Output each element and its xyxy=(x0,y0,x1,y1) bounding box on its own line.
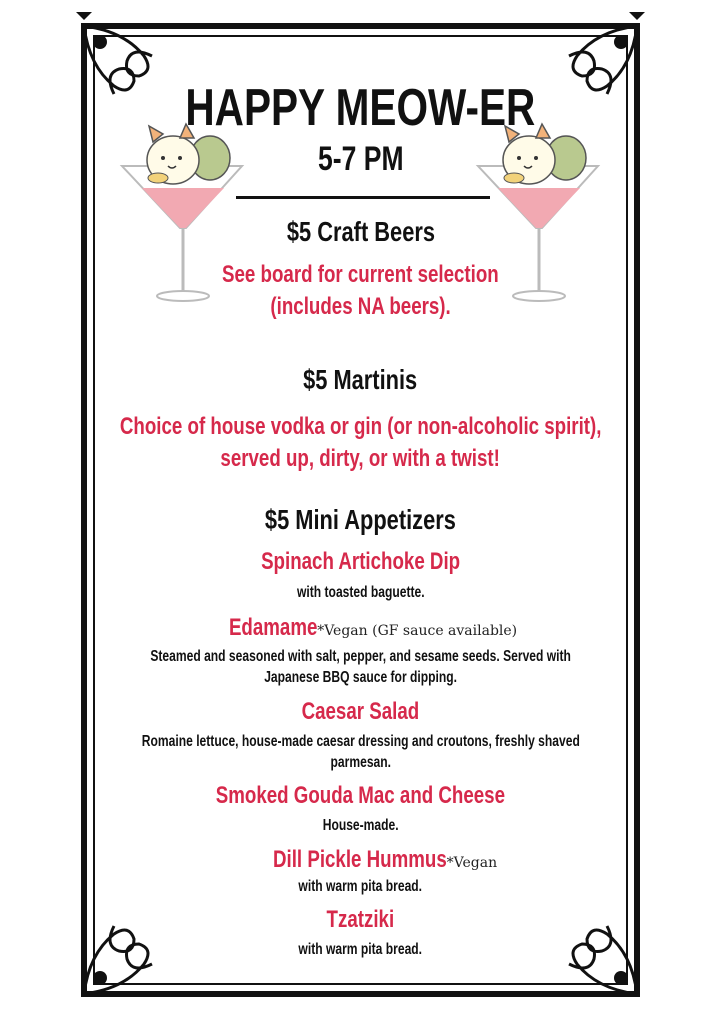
appetizer-desc: Romaine lettuce, house-made caesar dressing and croutons, freshly shaved xyxy=(141,733,580,750)
section-line: (includes NA beers). xyxy=(270,293,451,320)
appetizer-name: Edamame xyxy=(228,614,318,641)
appetizer-desc: with warm pita bread. xyxy=(298,941,423,958)
hours: 5-7 PM xyxy=(317,140,404,178)
appetizer-desc: with warm pita bread. xyxy=(298,878,423,895)
section-line: See board for current selection xyxy=(222,261,499,288)
appetizer-note: *Vegan xyxy=(446,855,498,871)
appetizer-name: Spinach Artichoke Dip xyxy=(260,548,461,575)
appetizer-name: Tzatziki xyxy=(326,906,395,933)
menu-title: HAPPY MEOW-ER xyxy=(185,79,536,137)
section-heading-beers: $5 Craft Beers xyxy=(286,216,435,247)
appetizer-name: Caesar Salad xyxy=(301,698,420,725)
section-line: Choice of house vodka or gin (or non-alcoholic spirit), xyxy=(119,413,602,440)
appetizer-desc: Steamed and seasoned with salt, pepper, and sesame seeds. Served with xyxy=(150,648,571,665)
title-divider xyxy=(236,196,490,199)
appetizer-desc: House-made. xyxy=(322,817,399,834)
appetizer-desc: parmesan. xyxy=(330,754,391,771)
section-heading-appetizers: $5 Mini Appetizers xyxy=(265,504,456,535)
appetizer-desc: Japanese BBQ sauce for dipping. xyxy=(264,669,457,686)
appetizer-desc: with toasted baguette. xyxy=(296,584,425,601)
appetizer-name-row xyxy=(0,614,721,642)
appetizer-name-row xyxy=(0,846,721,874)
section-line: served up, dirty, or with a twist! xyxy=(220,445,501,472)
appetizer-note: *Vegan (GF sauce available) xyxy=(317,623,518,639)
appetizer-name: Dill Pickle Hummus xyxy=(272,846,447,873)
appetizer-name: Smoked Gouda Mac and Cheese xyxy=(215,782,506,809)
section-heading-martinis: $5 Martinis xyxy=(303,364,418,395)
